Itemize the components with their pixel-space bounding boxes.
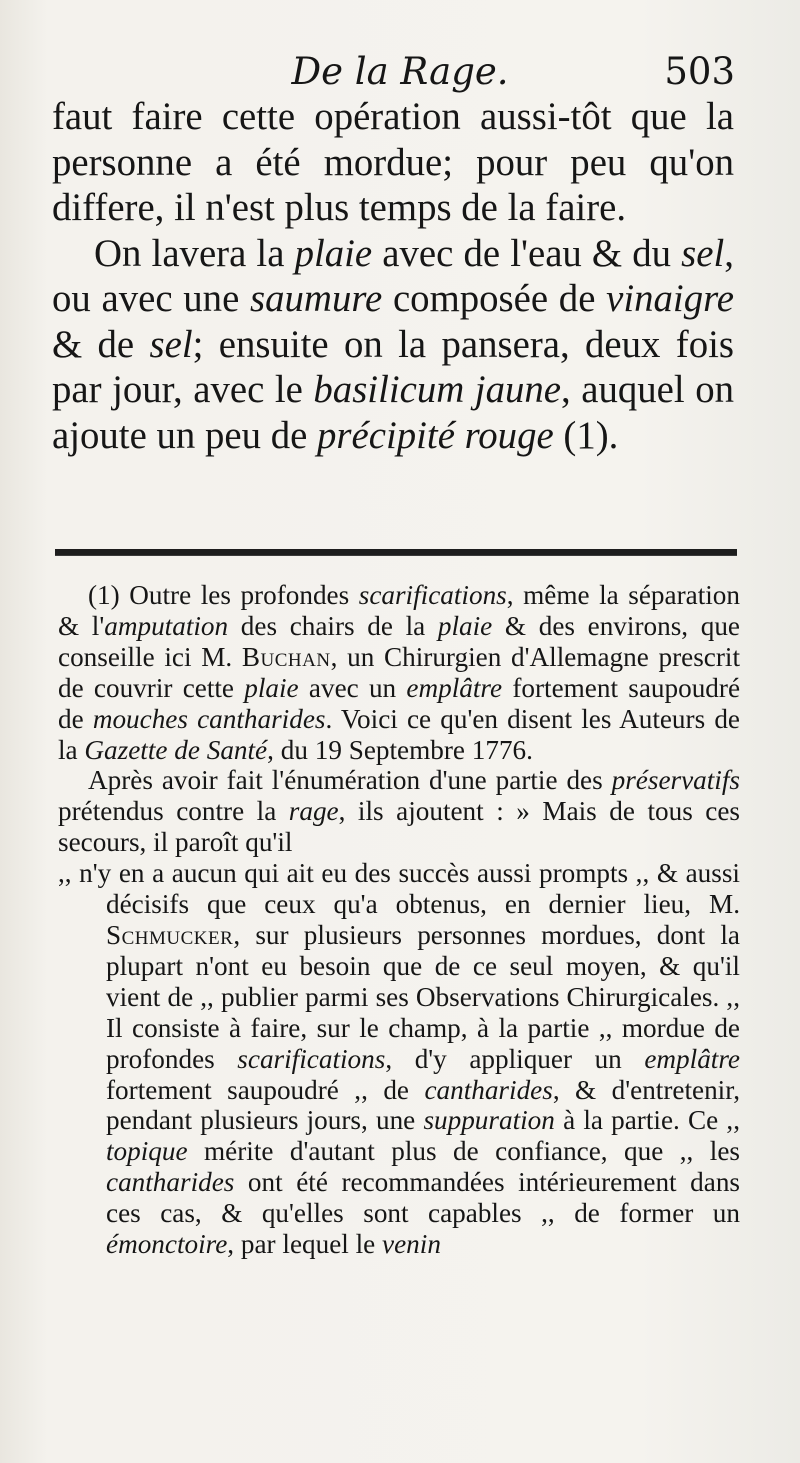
text-run: , sur plusieurs personnes mordues, dont la plupart n'ont eu besoin que de ce seul moyen, & qu'il vient de ,, publier parmi ses Observations Chirurgicales. ,, Il consiste à faire, sur le champ, à la partie ,, mordue de profondes <box>106 919 740 1074</box>
italic-term: topique <box>106 1136 188 1167</box>
paragraph-treatment <box>52 231 734 459</box>
italic-term: scarifications <box>237 1043 386 1074</box>
text-run: , du 19 Septembre 1776. <box>267 734 533 765</box>
text-run: à la partie. Ce ,, <box>554 1105 740 1136</box>
footnote-separator-rule <box>55 549 737 556</box>
text-run: , par lequel le <box>227 1229 383 1260</box>
italic-term: plaie <box>437 610 493 641</box>
italic-term: préservatifs <box>611 765 740 796</box>
italic-term: vinaigre <box>606 277 734 320</box>
italic-term: sel <box>149 322 193 366</box>
footnote-paragraph-1 <box>58 580 740 765</box>
italic-term: emplâtre <box>406 672 503 703</box>
text-run: , ou avec une <box>52 231 734 320</box>
text-run: fortement saupoudré ,, de <box>106 1074 425 1105</box>
italic-term: précipité rouge <box>317 413 554 457</box>
italic-term: sel <box>681 231 725 275</box>
italic-term: mouches cantharides <box>92 703 326 734</box>
paragraph-continuation: faut faire cette opération aussi-tôt que la personne a été mordue; pour peu qu'on differe, il n'est plus temps de la faire. <box>52 95 734 229</box>
italic-term: venin <box>382 1229 441 1260</box>
text-run: , auquel on ajoute un peu de <box>52 368 734 457</box>
text-run: (1) Outre les profondes <box>88 580 359 610</box>
text-run: On lavera la <box>94 231 295 275</box>
footnote-quotation <box>58 858 740 1260</box>
italic-term: rage <box>288 796 339 827</box>
italic-term: emplâtre <box>644 1043 740 1074</box>
italic-term: basilicum jaune <box>313 368 561 411</box>
footnote-block <box>58 580 740 1260</box>
italic-term: scarifications <box>358 580 507 610</box>
text-run: avec de l'eau & du <box>372 231 682 275</box>
text-run: Après avoir fait l'énumération d'une partie des <box>88 765 612 796</box>
main-text <box>52 94 734 458</box>
text-run: , ils ajoutent : » Mais de tous ces secours, il paroît qu'il <box>58 796 740 858</box>
text-run: ; ensuite on la pansera, deux fois par jour, avec le <box>52 322 734 411</box>
text-run: . Voici ce qu'en disent les Auteurs de la <box>58 703 740 765</box>
footnote-paragraph-2 <box>58 765 740 858</box>
text-run: prétendus contre la <box>58 796 289 827</box>
text-run: composée de <box>382 277 607 320</box>
italic-term: plaie <box>294 231 373 275</box>
italic-term: plaie <box>244 672 299 703</box>
italic-term: Gazette de Santé <box>84 734 268 765</box>
italic-term: amputation <box>104 610 229 641</box>
italic-term: émonctoire <box>106 1229 228 1260</box>
text-run: & de <box>52 322 150 366</box>
text-run: , d'y appliquer un <box>385 1043 645 1074</box>
page-number: 503 <box>664 50 735 93</box>
author-name: Buchan <box>241 641 331 672</box>
text-run: avec un <box>298 672 407 703</box>
text-run: & des environs, que conseille ici M. <box>58 610 740 672</box>
text-run: fortement saupoudré de <box>58 672 741 734</box>
text-run: , un Chirurgien d'Allemagne prescrit de couvrir cette <box>58 641 741 703</box>
text-run: ,, n'y en a aucun qui ait eu des succès aussi prompts ,, & aussi décisifs que ceux qu'a obtenus, en dernier lieu, M. <box>58 858 740 920</box>
italic-term: saumure <box>250 277 383 320</box>
italic-term: suppuration <box>423 1105 555 1136</box>
italic-term: cantharides <box>424 1074 553 1105</box>
text-run: des chairs de la <box>228 610 438 641</box>
text-run: ont été recommandées intérieurement dans ces cas, & qu'elles sont capables ,, de former un <box>106 1167 740 1229</box>
text-run: , & d'entretenir, pendant plusieurs jours, une <box>106 1074 740 1136</box>
text-run: (1). <box>553 413 619 457</box>
text-run: , même la séparation & l' <box>58 580 740 641</box>
italic-term: cantharides <box>106 1167 235 1198</box>
author-name: Schmucker <box>106 919 234 950</box>
text-run: mérite d'autant plus de confiance, que ,, les <box>187 1136 740 1167</box>
running-title: De la Rage. <box>291 50 509 93</box>
